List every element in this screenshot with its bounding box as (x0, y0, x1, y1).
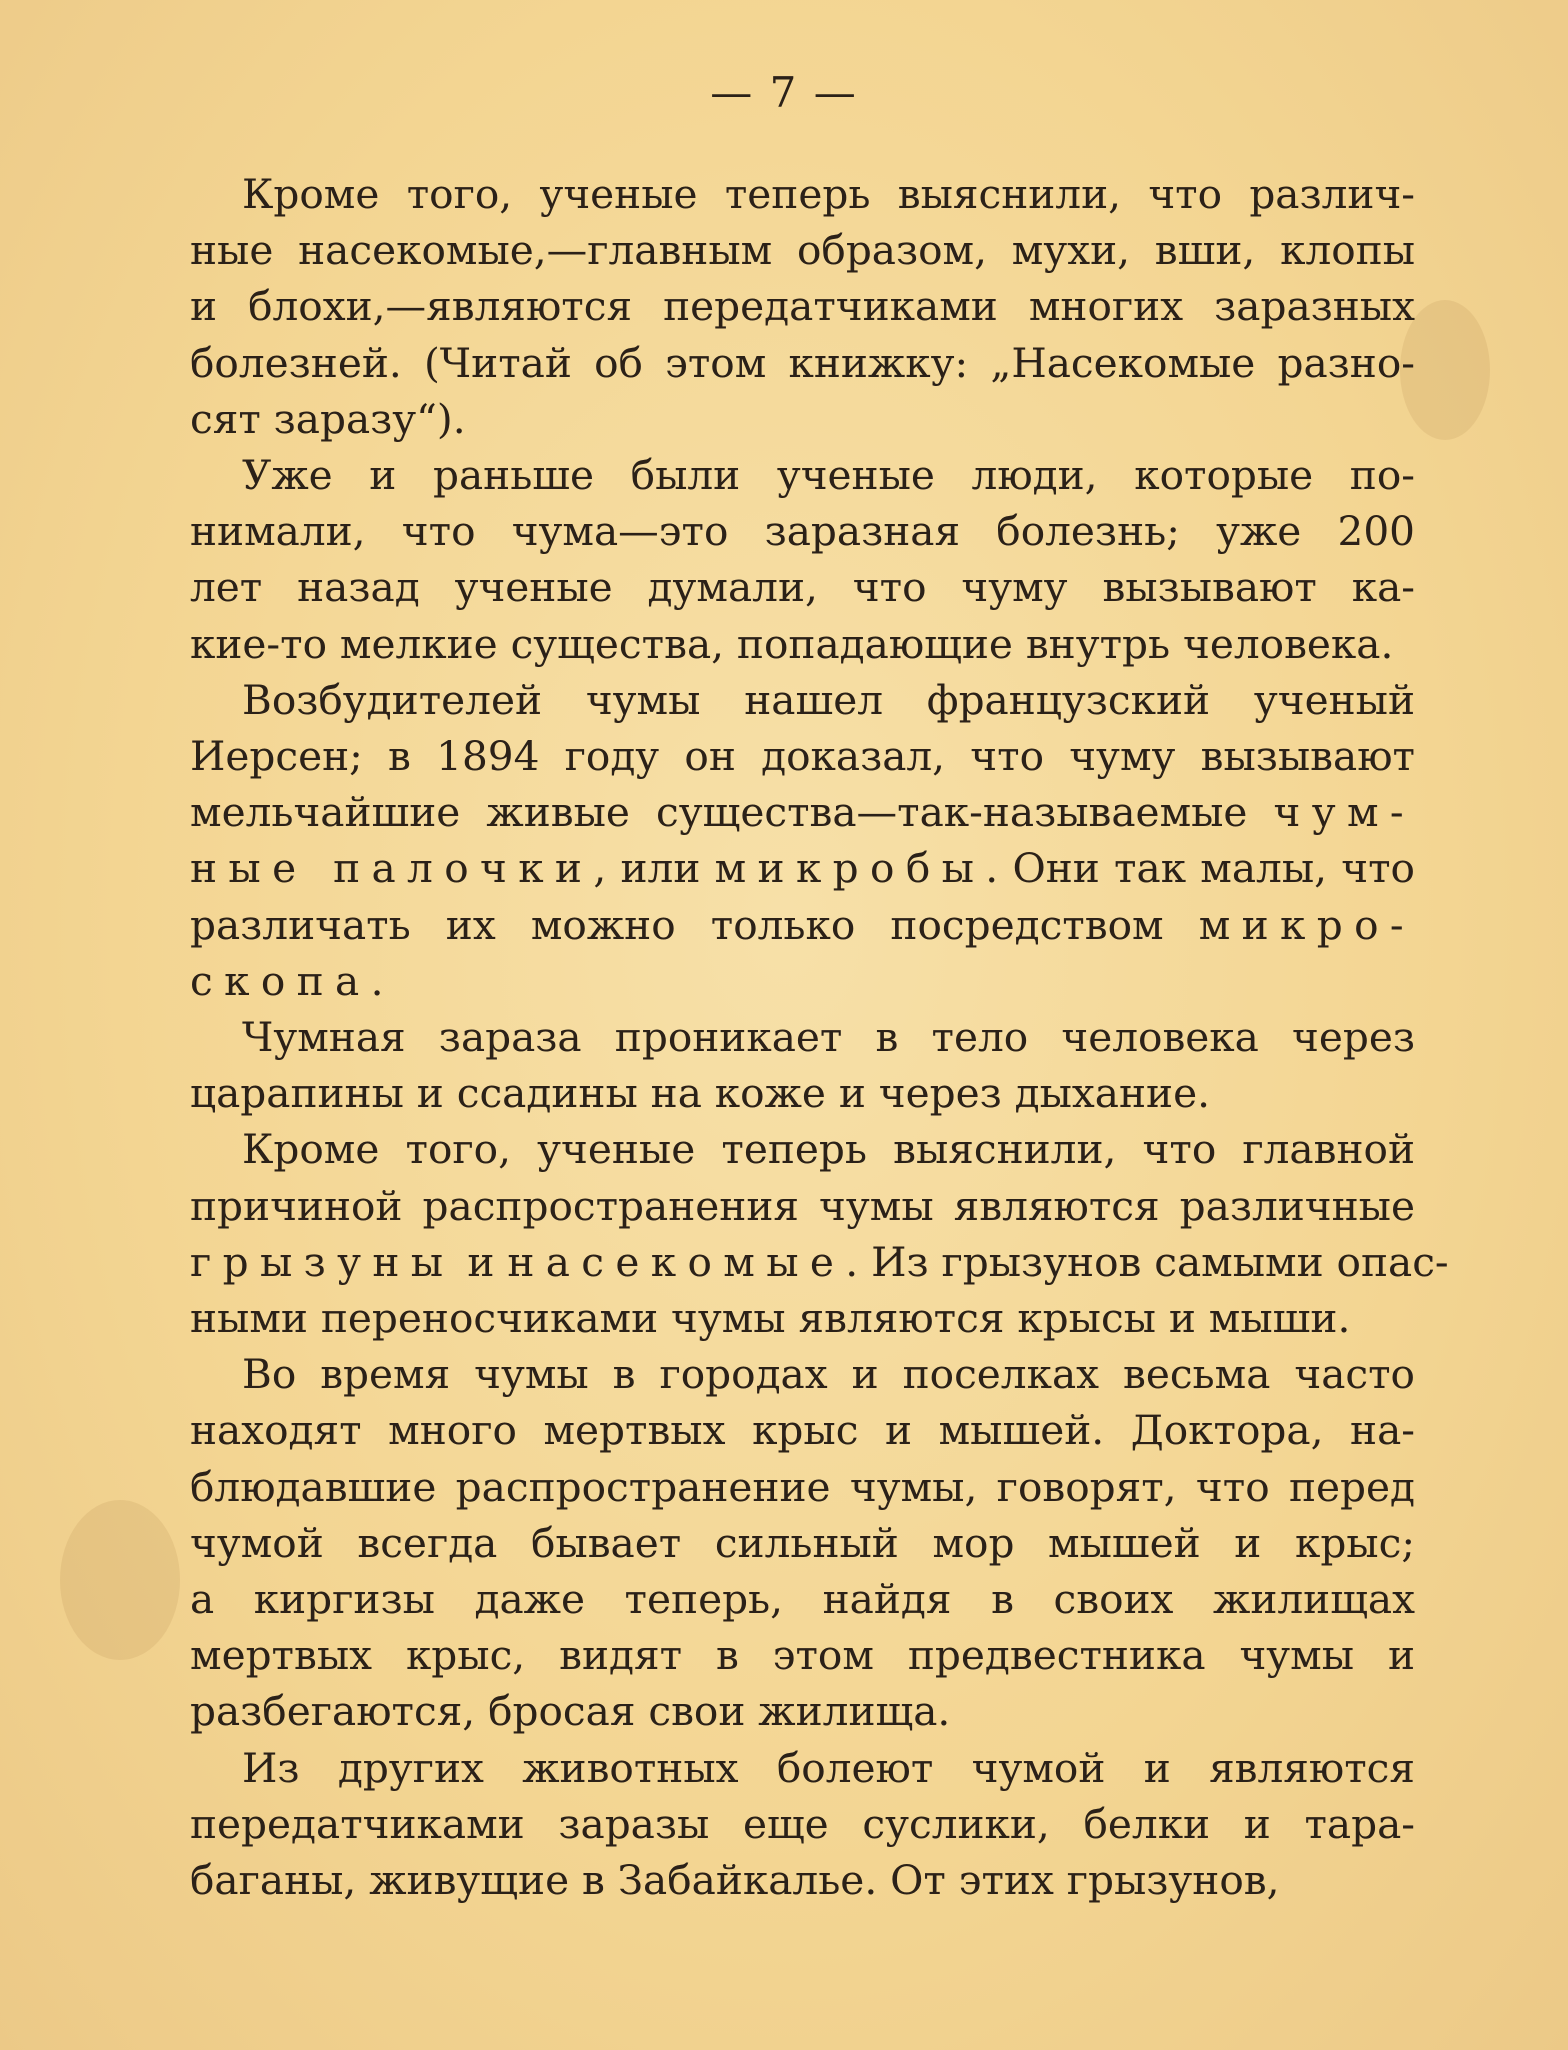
paragraph (190, 166, 1415, 447)
text-line: и блохи,—являются передатчиками многих заразных (190, 282, 1415, 331)
text-line: мельчайшие живые существа—так-называемые чум- (190, 788, 1415, 837)
text-line: блюдавшие распространение чумы, говорят, что перед (190, 1462, 1415, 1511)
paragraph (190, 447, 1415, 672)
text-line: грызуны и насекомые. Из грызунов самыми опас- (190, 1237, 1449, 1286)
text-line: ными переносчиками чумы являются крысы и мыши. (190, 1294, 1351, 1343)
text-line: а киргизы даже теперь, найдя в своих жилищах (190, 1575, 1415, 1624)
text-line: причиной распространения чумы являются различные (190, 1181, 1415, 1230)
paragraph (190, 1740, 1415, 1909)
text-line: Уже и раньше были ученые люди, которые по- (242, 451, 1415, 500)
text-line: лет назад ученые думали, что чуму вызывают ка- (190, 563, 1415, 612)
text-line: сят заразу“). (190, 394, 466, 443)
text-line: разбегаются, бросая свои жилища. (190, 1687, 951, 1736)
text-line: находят много мертвых крыс и мышей. Доктора, на- (190, 1406, 1415, 1455)
text-line: ные насекомые,—главным образом, мухи, вши, клопы (190, 226, 1415, 275)
body-text (190, 166, 1449, 1908)
text-line: Во время чумы в городах и поселках весьма часто (242, 1350, 1415, 1399)
paragraph (190, 1121, 1449, 1346)
text-line: ные палочки, или микробы. Они так малы, что (190, 844, 1415, 893)
text-line: Чумная зараза проникает в тело человека через (242, 1013, 1415, 1062)
paragraph (190, 1009, 1415, 1121)
text-line: различать их можно только посредством микро- (190, 900, 1415, 949)
text-line: царапины и ссадины на коже и через дыхание. (190, 1069, 1210, 1118)
paragraph (190, 672, 1415, 1009)
text-line: Возбудителей чумы нашел французский ученый (242, 675, 1415, 724)
paragraph (190, 1346, 1415, 1739)
text-line: Кроме того, ученые теперь выяснили, что различ- (242, 170, 1415, 218)
text-line: передатчиками заразы еще суслики, белки и тара- (190, 1799, 1415, 1848)
text-line: Иерсен; в 1894 году он доказал, что чуму вызывают (190, 732, 1415, 781)
text-line: болезней. (Читай об этом книжку: „Насекомые разно- (190, 338, 1415, 387)
text-line: Из других животных болеют чумой и являются (242, 1743, 1415, 1792)
text-line: Кроме того, ученые теперь выяснили, что главной (242, 1125, 1415, 1174)
text-line: баганы, живущие в Забайкалье. От этих грызунов, (190, 1856, 1280, 1905)
text-line: мертвых крыс, видят в этом предвестника чумы и (190, 1631, 1415, 1680)
text-line: кие-то мелкие существа, попадающие внутрь человека. (190, 619, 1394, 668)
paper-stain (60, 1500, 180, 1660)
page-number: — 7 — (710, 68, 858, 117)
text-line: чумой всегда бывает сильный мор мышей и крыс; (190, 1518, 1415, 1567)
text-line: нимали, что чума—это заразная болезнь; уже 200 (190, 507, 1415, 556)
text-line: скопа. (190, 956, 384, 1005)
